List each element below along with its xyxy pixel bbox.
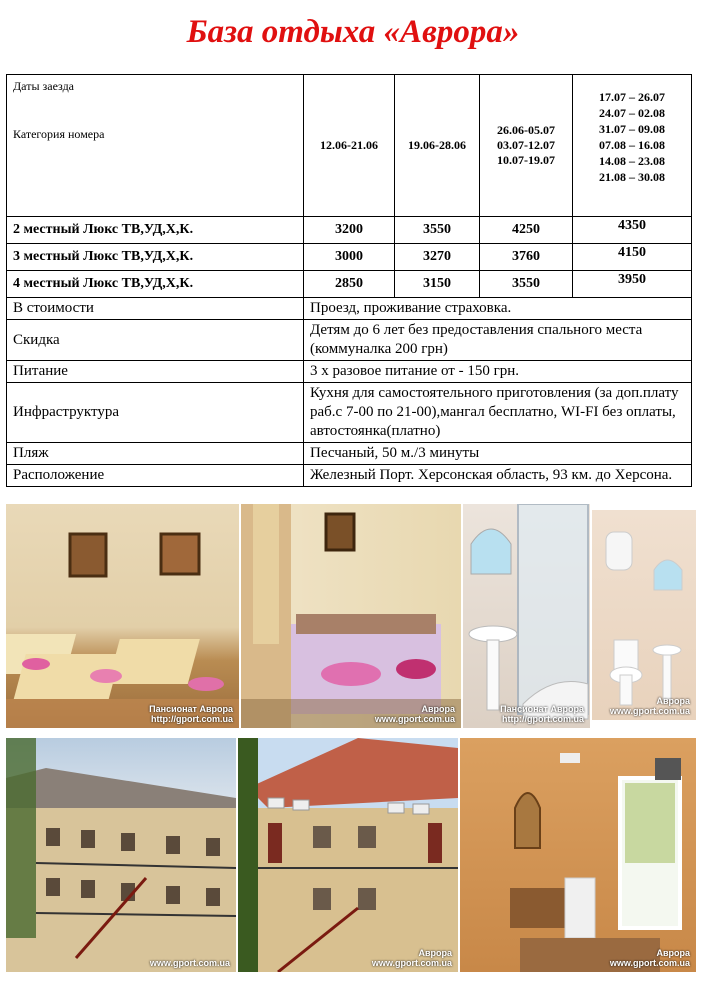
price-cell: 3150 bbox=[395, 271, 480, 298]
price-cell: 4150 bbox=[573, 244, 692, 271]
info-value: Песчаный, 50 м./3 минуты bbox=[304, 443, 692, 465]
photo-room-interior bbox=[460, 738, 696, 972]
date-column-4: 17.07 – 26.07 24.07 – 02.08 31.07 – 09.08 07.08 – 16.08 14.08 – 23.08 21.08 – 30.08 bbox=[573, 75, 692, 217]
info-label: Питание bbox=[7, 361, 304, 383]
room-name: 4 местный Люкс ТВ,УД,Х,К. bbox=[7, 271, 304, 298]
header-cell bbox=[7, 75, 304, 217]
info-row bbox=[7, 465, 692, 487]
dates-label: Даты заезда bbox=[13, 79, 75, 93]
info-row bbox=[7, 361, 692, 383]
price-cell: 4250 bbox=[480, 217, 573, 244]
info-value: Проезд, проживание страховка. bbox=[304, 298, 692, 320]
info-row bbox=[7, 298, 692, 320]
date-column-1: 12.06-21.06 bbox=[304, 75, 395, 217]
price-cell: 3950 bbox=[573, 271, 692, 298]
date-column-2: 19.06-28.06 bbox=[395, 75, 480, 217]
info-value: 3 х разовое питание от - 150 грн. bbox=[304, 361, 692, 383]
table-row bbox=[7, 217, 692, 244]
photo-watermark: Аврора www.gport.com.ua bbox=[609, 696, 690, 716]
info-value: Железный Порт. Херсонская область, 93 км. до Херсона. bbox=[304, 465, 692, 487]
info-row bbox=[7, 320, 692, 361]
info-label: Расположение bbox=[7, 465, 304, 487]
photo-bedroom-three-beds bbox=[6, 504, 239, 728]
price-table bbox=[6, 74, 692, 487]
page-title: База отдыха «Аврора» bbox=[186, 14, 520, 50]
photo-bedroom-double-bed bbox=[241, 504, 461, 728]
photo-bathroom-toilet bbox=[592, 510, 696, 720]
info-label: Скидка bbox=[7, 320, 304, 361]
price-cell: 3270 bbox=[395, 244, 480, 271]
info-label: Инфраструктура bbox=[7, 383, 304, 443]
category-label: Категория номера bbox=[13, 127, 105, 141]
photo-building-courtyard bbox=[6, 738, 236, 972]
price-cell: 3760 bbox=[480, 244, 573, 271]
table-row bbox=[7, 271, 692, 298]
price-cell: 2850 bbox=[304, 271, 395, 298]
info-row bbox=[7, 443, 692, 465]
price-cell: 4350 bbox=[573, 217, 692, 244]
info-label: Пляж bbox=[7, 443, 304, 465]
info-row bbox=[7, 383, 692, 443]
date-column-3: 26.06-05.07 03.07-12.07 10.07-19.07 bbox=[480, 75, 573, 217]
price-cell: 3000 bbox=[304, 244, 395, 271]
room-name: 3 местный Люкс ТВ,УД,Х,К. bbox=[7, 244, 304, 271]
photo-building-front bbox=[238, 738, 458, 972]
info-label: В стоимости bbox=[7, 298, 304, 320]
price-cell: 3550 bbox=[395, 217, 480, 244]
info-value: Кухня для самостоятельного приготовления (за доп.плату раб.с 7-00 по 21-00),мангал бесплатно, WI-FI без оплаты, автостоянка(платно) bbox=[304, 383, 692, 443]
price-cell: 3550 bbox=[480, 271, 573, 298]
photo-watermark: Аврора www.gport.com.ua bbox=[371, 948, 452, 968]
photo-watermark: www.gport.com.ua bbox=[149, 958, 230, 968]
info-value: Детям до 6 лет без предоставления спального места (коммуналка 200 грн) bbox=[304, 320, 692, 361]
table-row bbox=[7, 244, 692, 271]
photo-watermark: Пансионат Аврора http://gport.com.ua bbox=[149, 704, 233, 724]
photo-watermark: Пансионат Аврора http://gport.com.ua bbox=[500, 704, 584, 724]
photo-bathroom-shower bbox=[463, 504, 590, 728]
price-cell: 3200 bbox=[304, 217, 395, 244]
photo-watermark: Аврора www.gport.com.ua bbox=[609, 948, 690, 968]
table-header-row bbox=[7, 75, 692, 217]
room-name: 2 местный Люкс ТВ,УД,Х,К. bbox=[7, 217, 304, 244]
photo-watermark: Аврора www.gport.com.ua bbox=[374, 704, 455, 724]
